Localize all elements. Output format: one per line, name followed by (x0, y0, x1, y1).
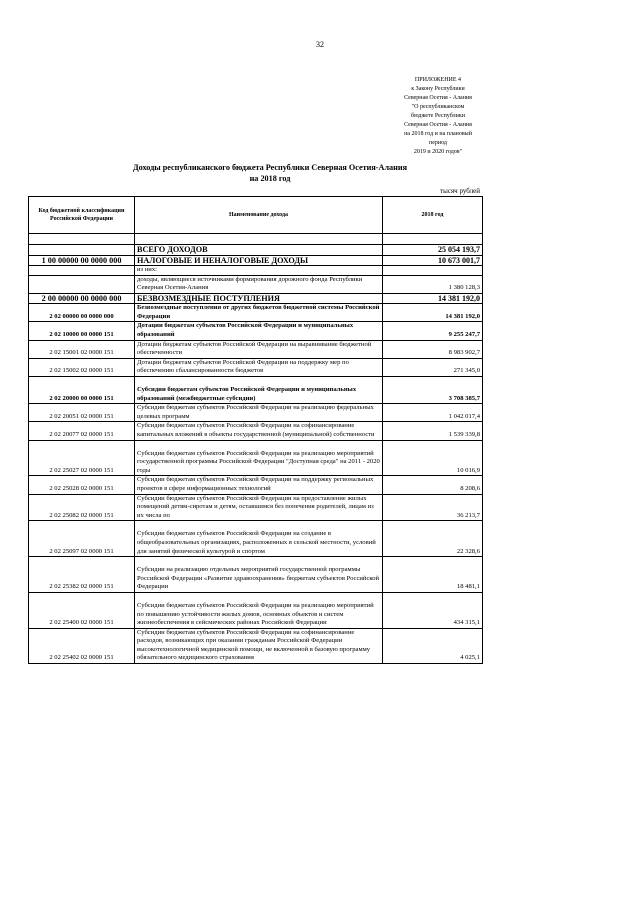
name-cell: Субсидии на реализацию отдельных мероприятий государственной программы Российской Федерации «Развитие здравоохранения» бюджетам субъектов Российской Федерации (135, 557, 383, 593)
value-cell: 8 208,6 (383, 476, 483, 494)
appendix-line: Северная Осетия - Алания (404, 95, 472, 101)
table-row (29, 293, 483, 304)
value-cell: 434 315,1 (383, 592, 483, 628)
appendix-line: Северная Осетия - Алания (404, 122, 472, 128)
name-cell: ВСЕГО ДОХОДОВ (135, 245, 383, 256)
appendix-note (372, 76, 504, 157)
table-row (29, 377, 483, 404)
appendix-line: ПРИЛОЖЕНИЕ 4 (414, 77, 462, 83)
code-cell (29, 245, 135, 256)
code-cell: 2 02 25382 02 0000 151 (29, 557, 135, 593)
code-cell: 2 02 20000 00 0000 151 (29, 377, 135, 404)
table-row (29, 494, 483, 521)
appendix-line: период (429, 140, 447, 146)
appendix-line: бюджете Республики (411, 113, 465, 119)
code-cell: 2 02 15002 02 0000 151 (29, 358, 135, 376)
header-code: Код бюджетной классификации Российской Федерации (29, 197, 135, 234)
name-cell: Дотации бюджетам субъектов Российской Федерации и муниципальных образований (135, 322, 383, 340)
table-row (29, 245, 483, 256)
table-row (29, 304, 483, 322)
value-cell: 14 381 192,0 (383, 304, 483, 322)
name-cell: Субсидии бюджетам субъектов Российской Федерации на предоставление жилых помещений детям-сиротам и детям, оставшимся без попечения родителей, лицам из их числа по (135, 494, 383, 521)
name-cell: Субсидии бюджетам субъектов Российской Федерации на софинансирование расходов, возникающих при оказании гражданам Российской Федерации высокотехнологичной медицинской помощи, не включенной в базовую программу обязательного медицинского страхования (135, 628, 383, 663)
code-cell: 2 02 20051 02 0000 151 (29, 404, 135, 422)
page-number: 32 (316, 40, 324, 49)
name-cell: из них: (135, 266, 383, 276)
value-cell: 1 539 339,8 (383, 422, 483, 440)
name-cell: Субсидии бюджетам субъектов Российской Федерации на реализацию мероприятий государственной программы Российской Федерации "Доступная среда" на 2011 - 2020 годы (135, 440, 383, 476)
appendix-line: на 2018 год и на плановый (404, 131, 472, 137)
code-cell: 2 02 00000 00 0000 000 (29, 304, 135, 322)
name-cell: Субсидии бюджетам субъектов Российской Федерации и муниципальных образований (межбюджетные субсидии) (135, 377, 383, 404)
code-cell: 2 02 25097 02 0000 151 (29, 521, 135, 557)
value-cell: 10 016,9 (383, 440, 483, 476)
code-cell: 1 00 00000 00 0000 000 (29, 255, 135, 266)
table-row (29, 275, 483, 293)
code-cell (29, 275, 135, 293)
code-cell: 2 02 15001 02 0000 151 (29, 340, 135, 358)
name-cell: Субсидии бюджетам субъектов Российской Федерации на реализацию мероприятий по повышению устойчивости жилых домов, основных объектов и систем жизнеобеспечения в сейсмических районах Российской Федерации (135, 592, 383, 628)
appendix-line: "О республиканском (411, 104, 465, 110)
table-row (29, 255, 483, 266)
value-cell: 25 054 193,7 (383, 245, 483, 256)
appendix-line: 2019 и 2020 годов" (413, 149, 463, 155)
value-cell: 36 213,7 (383, 494, 483, 521)
name-cell: Субсидии бюджетам субъектов Российской Федерации на реализацию федеральных целевых программ (135, 404, 383, 422)
table-row (29, 628, 483, 663)
table-row (29, 358, 483, 376)
code-cell: 2 02 25082 02 0000 151 (29, 494, 135, 521)
code-cell: 2 02 25402 02 0000 151 (29, 628, 135, 663)
document-title (80, 162, 460, 184)
code-cell: 2 02 25400 02 0000 151 (29, 592, 135, 628)
table-row (29, 476, 483, 494)
value-cell: 1 380 128,3 (383, 275, 483, 293)
value-cell: 1 042 017,4 (383, 404, 483, 422)
name-cell: Дотации бюджетам субъектов Российской Федерации на поддержку мер по обеспечению сбалансированности бюджетов (135, 358, 383, 376)
code-cell: 2 00 00000 00 0000 000 (29, 293, 135, 304)
name-cell: Субсидии бюджетам субъектов Российской Федерации на софинансирование капитальных вложений в объекты государственной (муниципальной) собственности (135, 422, 383, 440)
table-spacer-row (29, 234, 483, 245)
name-cell: НАЛОГОВЫЕ И НЕНАЛОГОВЫЕ ДОХОДЫ (135, 255, 383, 266)
value-cell: 271 345,0 (383, 358, 483, 376)
value-cell: 22 328,6 (383, 521, 483, 557)
table-row (29, 340, 483, 358)
appendix-line: к Закону Республики (411, 86, 465, 92)
name-cell: доходы, являющиеся источниками формирования дорожного фонда Республики Северная Осетия-Алания (135, 275, 383, 293)
table-row (29, 557, 483, 593)
table-row (29, 440, 483, 476)
code-cell: 2 02 25028 02 0000 151 (29, 476, 135, 494)
code-cell: 2 02 25027 02 0000 151 (29, 440, 135, 476)
value-cell: 4 025,1 (383, 628, 483, 663)
code-cell (29, 266, 135, 276)
table-row (29, 266, 483, 276)
table-header-row (29, 197, 483, 234)
title-line-1: Доходы республиканского бюджета Республики Северная Осетия-Алания (133, 163, 407, 172)
table-row (29, 592, 483, 628)
code-cell: 2 02 10000 00 0000 151 (29, 322, 135, 340)
name-cell: БЕЗВОЗМЕЗДНЫЕ ПОСТУПЛЕНИЯ (135, 293, 383, 304)
table-row (29, 521, 483, 557)
table-row (29, 404, 483, 422)
value-cell (383, 266, 483, 276)
table-row (29, 422, 483, 440)
name-cell: Дотации бюджетам субъектов Российской Федерации на выравнивание бюджетной обеспеченности (135, 340, 383, 358)
revenue-table (28, 196, 483, 664)
value-cell: 3 708 385,7 (383, 377, 483, 404)
value-cell: 9 255 247,7 (383, 322, 483, 340)
title-line-2: на 2018 год (249, 174, 291, 183)
value-cell: 14 381 192,0 (383, 293, 483, 304)
value-cell: 10 673 001,7 (383, 255, 483, 266)
name-cell: Субсидии бюджетам субъектов Российской Федерации на поддержку региональных проектов в сфере информационных технологий (135, 476, 383, 494)
value-cell: 18 481,1 (383, 557, 483, 593)
units-label: тысяч рублей (440, 187, 480, 195)
name-cell: Субсидии бюджетам субъектов Российской Федерации на создание в общеобразовательных организациях, расположенных в сельской местности, условий для занятий физической культурой и спортом (135, 521, 383, 557)
table-row (29, 322, 483, 340)
code-cell: 2 02 20077 02 0000 151 (29, 422, 135, 440)
header-year: 2018 год (383, 197, 483, 234)
name-cell: Безвозмездные поступления от других бюджетов бюджетной системы Российской Федерации (135, 304, 383, 322)
header-name: Наименование дохода (135, 197, 383, 234)
value-cell: 8 983 902,7 (383, 340, 483, 358)
